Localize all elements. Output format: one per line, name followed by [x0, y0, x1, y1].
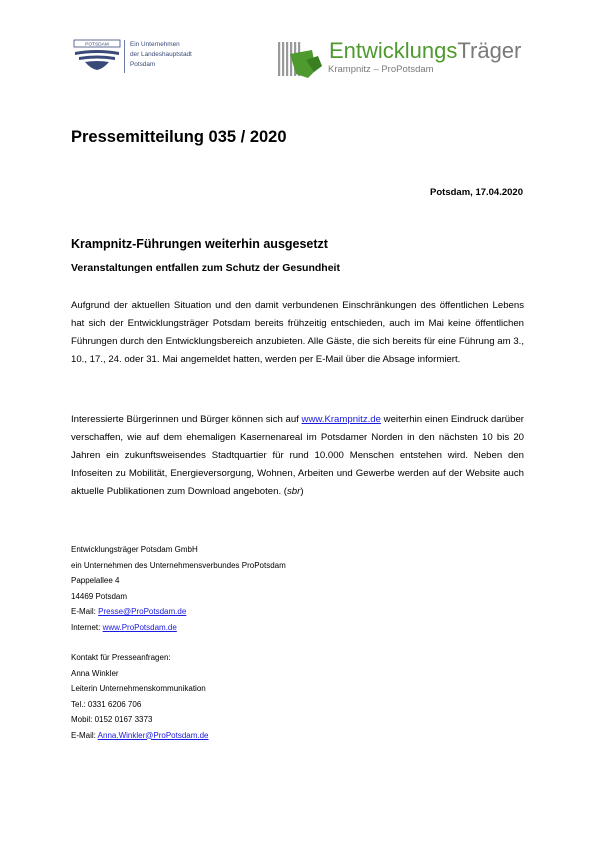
potsdam-city-logo	[73, 38, 121, 72]
contact-phone: Tel.: 0331 6206 706	[71, 699, 142, 709]
entwicklungstraeger-logo-mark	[278, 40, 328, 78]
author-initials: sbr	[287, 486, 301, 497]
release-date: Potsdam, 17.04.2020	[430, 187, 523, 198]
email-label: E-Mail:	[71, 607, 99, 616]
contact-email-line	[71, 728, 209, 744]
propotsdam-website-link[interactable]: www.ProPotsdam.de	[102, 622, 177, 632]
subheadline: Veranstaltungen entfallen zum Schutz der Gesundheit	[71, 262, 340, 274]
para2-text-after: weiterhin einen Eindruck darüber verschaffen, wie auf dem ehemaligen Kasernenareal im Potsdamer Norden in den nächsten 10 bis 20 Jahren ein zukunftsweisendes Stadtquartier für rund 10.000 Menschen entstehen wird. Neben den Infoseiten zu Mobilität, Energieversorgung, Wohnen, Arbeiten und Gewerbe werden auf der Website auch aktuelle Publikationen zum Download angeboten. (	[71, 414, 524, 497]
press-release-title: Pressemitteilung 035 / 2020	[71, 128, 287, 146]
contact-mobile: Mobil: 0152 0167 3373	[71, 715, 153, 724]
body-paragraph-1: Aufgrund der aktuellen Situation und den damit verbundenen Einschränkungen des öffentlichen Lebens hat sich der Entwicklungsträger Potsdam bereits frühzeitig entschieden, auch im Mai keine öffentlichen Führungen durch den Entwicklungsbereich anzubieten. Alle Gäste, die sich bereits für eine Führung am 3., 10., 17., 24. oder 31. Mai angemeldet hatten, werden per E-Mail über die Absage informiert.	[71, 300, 524, 365]
email-label: E-Mail:	[71, 730, 98, 740]
contact-name: Anna Winkler	[71, 668, 119, 678]
body-paragraph-2	[71, 411, 524, 501]
company-city: 14469 Potsdam	[71, 591, 128, 601]
press-email-link[interactable]: Presse@ProPotsdam.de	[98, 607, 187, 616]
company-group: ein Unternehmen des Unternehmensverbundes ProPotsdam	[71, 560, 286, 570]
press-contact-block	[71, 650, 209, 743]
para2-text-before: Interessierte Bürgerinnen und Bürger können sich auf	[71, 414, 302, 425]
company-contact-block	[71, 542, 286, 635]
web-label: Internet:	[71, 622, 103, 632]
company-name: Entwicklungsträger Potsdam GmbH	[71, 545, 198, 554]
company-email-line	[71, 604, 286, 620]
brand-title-part1: Entwicklungs	[329, 38, 458, 63]
brand-title-part2: Träger	[457, 38, 522, 63]
headline: Krampnitz-Führungen weiterhin ausgesetzt	[71, 237, 328, 251]
company-street: Pappelallee 4	[71, 576, 120, 585]
affiliation-line: Ein Unternehmen	[130, 41, 180, 48]
logo-lettering: POTSDAM	[85, 42, 109, 48]
company-affiliation	[130, 40, 192, 70]
contact-role: Leiterin Unternehmenskommunikation	[71, 684, 206, 693]
contact-email-link[interactable]: Anna.Winkler@ProPotsdam.de	[97, 730, 209, 740]
logo-divider	[124, 40, 125, 73]
affiliation-line: der Landeshauptstadt	[130, 51, 192, 58]
affiliation-line: Potsdam	[130, 61, 156, 68]
brand-subtitle: Krampnitz – ProPotsdam	[328, 64, 434, 75]
para2-close: )	[300, 486, 304, 497]
press-contact-heading: Kontakt für Presseanfragen:	[71, 653, 171, 662]
company-web-line	[71, 620, 286, 636]
brand-title	[329, 38, 521, 64]
krampnitz-website-link[interactable]: www.Krampnitz.de	[301, 414, 381, 425]
